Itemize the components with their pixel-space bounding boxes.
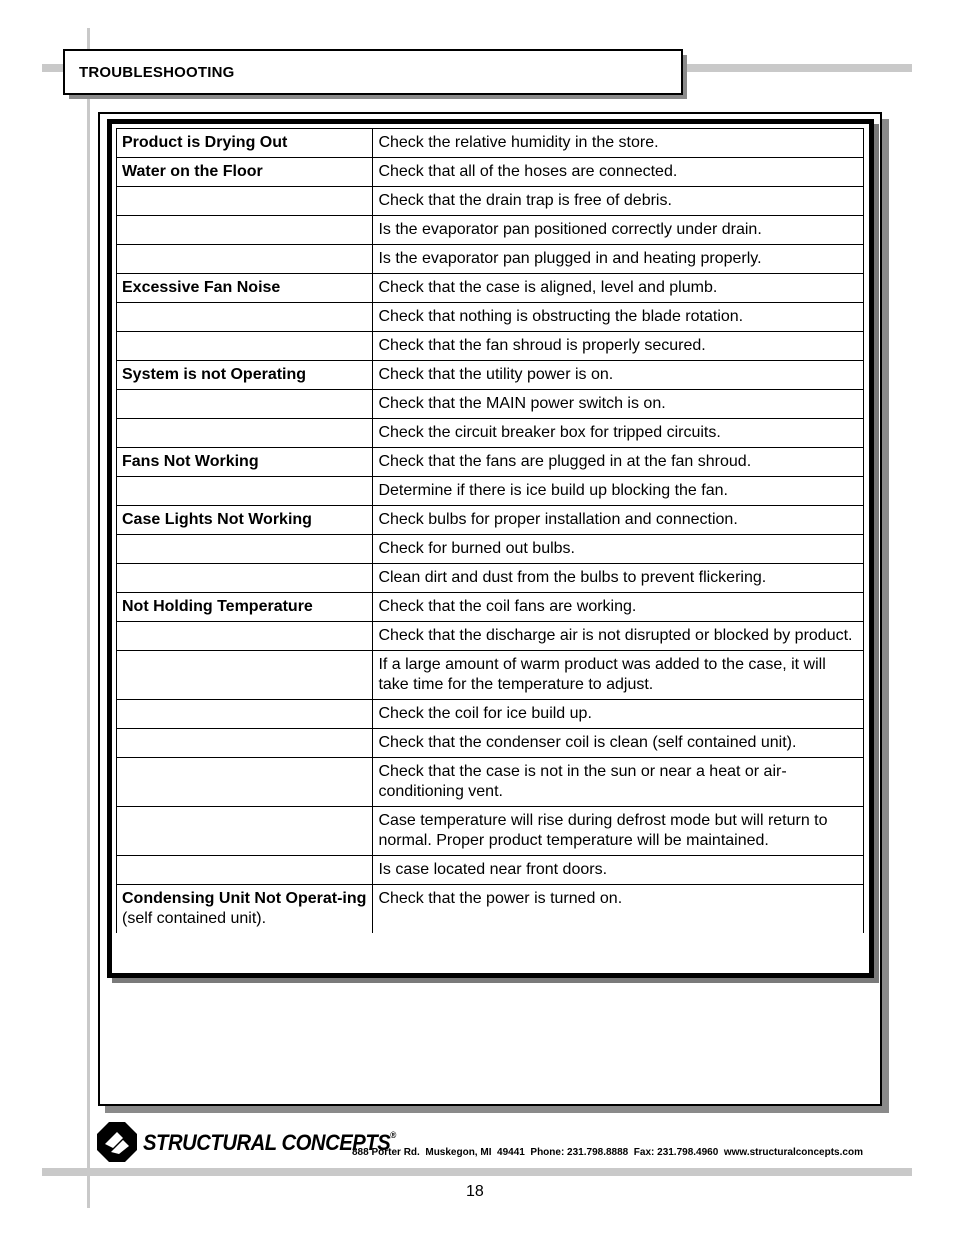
problem-note: (self contained unit).	[122, 910, 267, 927]
problem-cell	[117, 856, 373, 885]
action-cell: Check that the power is turned on.	[373, 885, 864, 934]
table-row	[117, 593, 864, 622]
problem-cell	[117, 807, 373, 856]
table-row	[117, 807, 864, 856]
table-row	[117, 390, 864, 419]
table-row	[117, 129, 864, 158]
table-row	[117, 622, 864, 651]
table-row	[117, 158, 864, 187]
action-cell: Check that the utility power is on.	[373, 361, 864, 390]
problem-cell	[117, 622, 373, 651]
structural-concepts-logo-icon	[97, 1122, 137, 1162]
table-row	[117, 448, 864, 477]
action-cell: If a large amount of warm product was added to the case, it will take time for the temperature to adjust.	[373, 651, 864, 700]
problem-cell	[117, 216, 373, 245]
action-cell: Check the relative humidity in the store.	[373, 129, 864, 158]
problem-cell: Water on the Floor	[117, 158, 373, 187]
problem-cell	[117, 651, 373, 700]
action-cell: Check that all of the hoses are connected.	[373, 158, 864, 187]
problem-cell	[117, 245, 373, 274]
action-cell: Check bulbs for proper installation and connection.	[373, 506, 864, 535]
action-cell: Check for burned out bulbs.	[373, 535, 864, 564]
problem-cell: Not Holding Temperature	[117, 593, 373, 622]
problem-cell: Case Lights Not Working	[117, 506, 373, 535]
table-row	[117, 506, 864, 535]
table-row	[117, 885, 864, 934]
action-cell: Check that the case is aligned, level and plumb.	[373, 274, 864, 303]
problem-cell: Fans Not Working	[117, 448, 373, 477]
action-cell: Check that the coil fans are working.	[373, 593, 864, 622]
table-row	[117, 274, 864, 303]
action-cell: Is the evaporator pan positioned correctly under drain.	[373, 216, 864, 245]
section-title: TROUBLESHOOTING	[79, 64, 235, 81]
problem-cell	[117, 187, 373, 216]
table-row	[117, 303, 864, 332]
problem-cell: System is not Operating	[117, 361, 373, 390]
action-cell: Check that the condenser coil is clean (self contained unit).	[373, 729, 864, 758]
table-row	[117, 758, 864, 807]
action-cell: Check that nothing is obstructing the blade rotation.	[373, 303, 864, 332]
action-cell: Determine if there is ice build up blocking the fan.	[373, 477, 864, 506]
action-cell: Is case located near front doors.	[373, 856, 864, 885]
section-header	[63, 49, 683, 95]
problem-cell	[117, 332, 373, 361]
company-address: 888 Porter Rd. Muskegon, MI 49441 Phone: 231.798.8888 Fax: 231.798.4960 www.structuralconcepts.com	[352, 1147, 863, 1158]
left-vertical-rule	[87, 28, 90, 1208]
problem-cell	[117, 885, 373, 934]
problem-cell: Product is Drying Out	[117, 129, 373, 158]
problem-cell	[117, 535, 373, 564]
action-cell: Check that the fans are plugged in at the fan shroud.	[373, 448, 864, 477]
problem-cell	[117, 477, 373, 506]
action-cell: Check that the drain trap is free of debris.	[373, 187, 864, 216]
problem-cell	[117, 564, 373, 593]
table-row	[117, 651, 864, 700]
action-cell: Check that the MAIN power switch is on.	[373, 390, 864, 419]
table-row	[117, 332, 864, 361]
table-row	[117, 856, 864, 885]
table-row	[117, 729, 864, 758]
table-row	[117, 535, 864, 564]
problem-label: Condensing Unit Not Operat-ing	[122, 890, 367, 907]
problem-cell	[117, 419, 373, 448]
problem-cell	[117, 700, 373, 729]
bottom-horizontal-rule	[42, 1168, 912, 1176]
table-row	[117, 477, 864, 506]
problem-cell: Excessive Fan Noise	[117, 274, 373, 303]
problem-cell	[117, 390, 373, 419]
action-cell: Clean dirt and dust from the bulbs to prevent flickering.	[373, 564, 864, 593]
table-row	[117, 419, 864, 448]
table-row	[117, 361, 864, 390]
problem-cell	[117, 303, 373, 332]
table-row	[117, 564, 864, 593]
action-cell: Check the circuit breaker box for tripped circuits.	[373, 419, 864, 448]
problem-cell	[117, 758, 373, 807]
problem-cell	[117, 729, 373, 758]
brand-name: STRUCTURAL CONCEPTS®	[143, 1130, 396, 1155]
table-row	[117, 700, 864, 729]
action-cell: Is the evaporator pan plugged in and heating properly.	[373, 245, 864, 274]
action-cell: Case temperature will rise during defrost mode but will return to normal. Proper product temperature will be maintained.	[373, 807, 864, 856]
action-cell: Check that the fan shroud is properly secured.	[373, 332, 864, 361]
page-number: 18	[466, 1183, 484, 1200]
troubleshooting-table	[116, 128, 864, 933]
action-cell: Check that the discharge air is not disrupted or blocked by product.	[373, 622, 864, 651]
table-row	[117, 216, 864, 245]
table-row	[117, 245, 864, 274]
action-cell: Check that the case is not in the sun or near a heat or air-conditioning vent.	[373, 758, 864, 807]
table-row	[117, 187, 864, 216]
action-cell: Check the coil for ice build up.	[373, 700, 864, 729]
